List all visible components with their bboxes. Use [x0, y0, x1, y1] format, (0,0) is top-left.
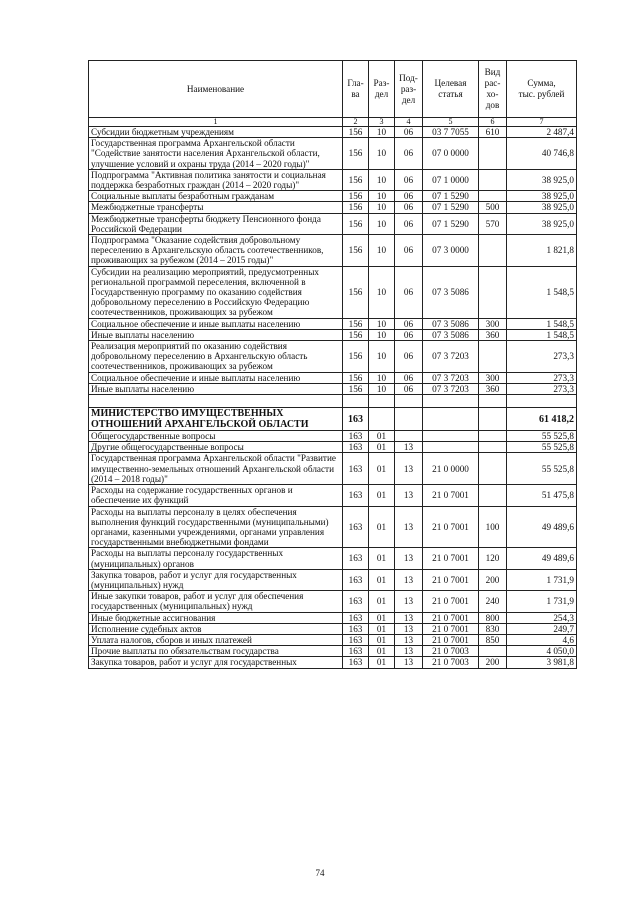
row-amount: 55 525,8: [507, 431, 577, 442]
row-amount: 1 548,5: [507, 329, 577, 340]
row-amount: 38 925,0: [507, 202, 577, 213]
row-razdel: 10: [369, 329, 395, 340]
spacer-row: [89, 395, 577, 408]
row-razdel: 01: [369, 431, 395, 442]
row-amount: 249,7: [507, 623, 577, 634]
row-razdel: 01: [369, 634, 395, 645]
row-name: Иные закупки товаров, работ и услуг для обеспечения государственных (муниципальных) нужд: [89, 591, 343, 612]
table-row: [89, 372, 577, 383]
row-podrazdel: 13: [395, 548, 423, 569]
row-podrazdel: 13: [395, 569, 423, 590]
row-expense-type: 360: [479, 329, 507, 340]
column-number: 3: [369, 118, 395, 127]
row-expense-type: 850: [479, 634, 507, 645]
column-number: 1: [89, 118, 343, 127]
row-glava: 163: [343, 634, 369, 645]
row-name: Субсидии на реализацию мероприятий, предусмотренных региональной программой переселения, включенной в Государственную программу по оказанию содействия добровольному переселению в Российскую Федерацию соотечественников, проживающих за рубежом: [89, 266, 343, 318]
row-expense-type: 610: [479, 127, 507, 138]
row-glava: 156: [343, 235, 369, 267]
row-target: 21 0 7003: [423, 657, 479, 668]
row-name: Другие общегосударственные вопросы: [89, 442, 343, 453]
row-target: 03 7 7055: [423, 127, 479, 138]
row-name: Общегосударственные вопросы: [89, 431, 343, 442]
row-target: 21 0 0000: [423, 453, 479, 485]
table-row: [89, 341, 577, 373]
col-glava-header: Гла- ва: [343, 61, 369, 118]
row-glava: 163: [343, 591, 369, 612]
row-name: Межбюджетные трансферты: [89, 202, 343, 213]
table-row: [89, 127, 577, 138]
table-row: [89, 318, 577, 329]
row-podrazdel: 06: [395, 235, 423, 267]
row-razdel: 01: [369, 657, 395, 668]
row-target: 07 0 0000: [423, 138, 479, 170]
ministry-glava: 163: [343, 408, 369, 431]
column-number: 4: [395, 118, 423, 127]
row-amount: 38 925,0: [507, 213, 577, 234]
row-razdel: 10: [369, 235, 395, 267]
row-expense-type: [479, 485, 507, 506]
row-glava: 156: [343, 138, 369, 170]
row-podrazdel: 13: [395, 612, 423, 623]
row-expense-type: [479, 191, 507, 202]
row-target: 21 0 7001: [423, 485, 479, 506]
row-expense-type: 570: [479, 213, 507, 234]
row-expense-type: 100: [479, 506, 507, 548]
row-podrazdel: 06: [395, 202, 423, 213]
row-target: 07 3 7203: [423, 383, 479, 394]
row-target: 07 3 0000: [423, 235, 479, 267]
table-row: [89, 213, 577, 234]
table-row: [89, 191, 577, 202]
row-amount: 4,6: [507, 634, 577, 645]
row-glava: 163: [343, 548, 369, 569]
row-glava: 156: [343, 191, 369, 202]
row-target: 07 3 5086: [423, 266, 479, 318]
row-glava: 156: [343, 341, 369, 373]
row-glava: 163: [343, 657, 369, 668]
row-name: Расходы на выплаты персоналу государственных (муниципальных) органов: [89, 548, 343, 569]
row-podrazdel: 06: [395, 318, 423, 329]
table-row: [89, 138, 577, 170]
row-glava: 163: [343, 569, 369, 590]
row-podrazdel: 13: [395, 506, 423, 548]
row-amount: 1 731,9: [507, 591, 577, 612]
row-name: Социальное обеспечение и иные выплаты населению: [89, 372, 343, 383]
row-target: [423, 442, 479, 453]
row-name: Государственная программа Архангельской области "Развитие имущественно-земельных отношений Архангельской области (2014 – 2018 годы)": [89, 453, 343, 485]
table-row: [89, 623, 577, 634]
row-amount: 40 746,8: [507, 138, 577, 170]
row-amount: 38 925,0: [507, 191, 577, 202]
row-podrazdel: 13: [395, 646, 423, 657]
row-expense-type: 360: [479, 383, 507, 394]
budget-table: [88, 60, 577, 669]
row-expense-type: [479, 266, 507, 318]
row-glava: 156: [343, 202, 369, 213]
row-amount: 2 487,4: [507, 127, 577, 138]
row-glava: 163: [343, 506, 369, 548]
row-razdel: 10: [369, 318, 395, 329]
row-glava: 163: [343, 623, 369, 634]
row-name: Подпрограмма "Оказание содействия добровольному переселению в Архангельскую область соотечественников, проживающих за рубежом (2014 – 2015 годы)": [89, 235, 343, 267]
row-podrazdel: 13: [395, 657, 423, 668]
table-row: [89, 383, 577, 394]
row-glava: 163: [343, 431, 369, 442]
row-podrazdel: 06: [395, 169, 423, 190]
budget-page: [88, 60, 576, 669]
row-podrazdel: 06: [395, 191, 423, 202]
row-glava: 163: [343, 646, 369, 657]
row-glava: 156: [343, 266, 369, 318]
table-row: [89, 634, 577, 645]
row-razdel: 10: [369, 169, 395, 190]
row-target: 21 0 7003: [423, 646, 479, 657]
row-amount: 1 548,5: [507, 266, 577, 318]
row-target: 07 3 5086: [423, 329, 479, 340]
row-expense-type: [479, 169, 507, 190]
row-amount: 49 489,6: [507, 548, 577, 569]
column-number: 2: [343, 118, 369, 127]
row-glava: 156: [343, 213, 369, 234]
table-row: [89, 442, 577, 453]
row-name: Исполнение судебных актов: [89, 623, 343, 634]
column-number: 5: [423, 118, 479, 127]
row-name: Социальное обеспечение и иные выплаты населению: [89, 318, 343, 329]
row-glava: 163: [343, 485, 369, 506]
table-row: [89, 612, 577, 623]
col-razdel-header: Раз- дел: [369, 61, 395, 118]
row-razdel: 10: [369, 127, 395, 138]
ministry-row: [89, 408, 577, 431]
row-razdel: 10: [369, 213, 395, 234]
row-razdel: 01: [369, 485, 395, 506]
row-name: Субсидии бюджетным учреждениям: [89, 127, 343, 138]
row-amount: 38 925,0: [507, 169, 577, 190]
table-header-row: [89, 61, 577, 118]
row-name: Закупка товаров, работ и услуг для государственных: [89, 657, 343, 668]
row-name: Подпрограмма "Активная политика занятости и социальная поддержка безработных граждан (2014 – 2020 годы)": [89, 169, 343, 190]
row-podrazdel: 13: [395, 591, 423, 612]
row-target: 21 0 7001: [423, 623, 479, 634]
row-target: 21 0 7001: [423, 634, 479, 645]
row-razdel: 01: [369, 453, 395, 485]
row-razdel: 01: [369, 623, 395, 634]
row-expense-type: [479, 341, 507, 373]
row-expense-type: [479, 138, 507, 170]
row-expense-type: 120: [479, 548, 507, 569]
row-podrazdel: 06: [395, 213, 423, 234]
row-expense-type: 800: [479, 612, 507, 623]
column-number: 6: [479, 118, 507, 127]
row-glava: 163: [343, 453, 369, 485]
table-row: [89, 485, 577, 506]
table-section-break: [89, 395, 577, 431]
row-name: Иные выплаты населению: [89, 329, 343, 340]
row-target: 07 1 0000: [423, 169, 479, 190]
table-row: [89, 569, 577, 590]
row-podrazdel: 06: [395, 127, 423, 138]
row-amount: 273,3: [507, 372, 577, 383]
row-name: Межбюджетные трансферты бюджету Пенсионного фонда Российской Федерации: [89, 213, 343, 234]
row-podrazdel: 13: [395, 453, 423, 485]
row-name: Иные выплаты населению: [89, 383, 343, 394]
row-podrazdel: 06: [395, 138, 423, 170]
table-row: [89, 329, 577, 340]
row-target: 21 0 7001: [423, 506, 479, 548]
row-amount: 49 489,6: [507, 506, 577, 548]
row-amount: 1 821,8: [507, 235, 577, 267]
row-amount: 273,3: [507, 341, 577, 373]
row-target: 07 3 7203: [423, 372, 479, 383]
row-razdel: 01: [369, 646, 395, 657]
row-amount: 273,3: [507, 383, 577, 394]
col-target-header: Целевая статья: [423, 61, 479, 118]
row-expense-type: 830: [479, 623, 507, 634]
row-podrazdel: 06: [395, 341, 423, 373]
table-row: [89, 235, 577, 267]
row-razdel: 10: [369, 191, 395, 202]
row-expense-type: 200: [479, 569, 507, 590]
row-glava: 156: [343, 383, 369, 394]
column-number: 7: [507, 118, 577, 127]
row-amount: 1 548,5: [507, 318, 577, 329]
column-number-row: [89, 118, 577, 127]
row-podrazdel: 13: [395, 442, 423, 453]
col-name-header: Наименование: [89, 61, 343, 118]
row-target: 07 3 7203: [423, 341, 479, 373]
row-podrazdel: 06: [395, 372, 423, 383]
row-podrazdel: 13: [395, 485, 423, 506]
row-expense-type: 200: [479, 657, 507, 668]
table-row: [89, 266, 577, 318]
row-podrazdel: 06: [395, 329, 423, 340]
table-row: [89, 169, 577, 190]
page-number: 74: [315, 868, 325, 878]
row-podrazdel: 13: [395, 623, 423, 634]
row-expense-type: 300: [479, 318, 507, 329]
row-target: 21 0 7001: [423, 591, 479, 612]
table-row: [89, 431, 577, 442]
row-glava: 156: [343, 372, 369, 383]
table-row: [89, 657, 577, 668]
row-name: Расходы на содержание государственных органов и обеспечение их функций: [89, 485, 343, 506]
row-razdel: 01: [369, 506, 395, 548]
table-row: [89, 453, 577, 485]
row-target: 21 0 7001: [423, 612, 479, 623]
table-row: [89, 591, 577, 612]
row-target: 07 1 5290: [423, 202, 479, 213]
table-body-156: [89, 127, 577, 395]
col-podrazdel-header: Под- раз- дел: [395, 61, 423, 118]
row-name: Расходы на выплаты персоналу в целях обеспечения выполнения функций государственными (муниципальными) органами, казенными учреждениями, органами управления государственными внебюджетными фондами: [89, 506, 343, 548]
row-target: 07 3 5086: [423, 318, 479, 329]
row-amount: 55 525,8: [507, 453, 577, 485]
row-razdel: 10: [369, 138, 395, 170]
row-amount: 55 525,8: [507, 442, 577, 453]
row-name: Прочие выплаты по обязательствам государства: [89, 646, 343, 657]
row-glava: 163: [343, 442, 369, 453]
row-podrazdel: [395, 431, 423, 442]
row-razdel: 10: [369, 341, 395, 373]
row-podrazdel: 06: [395, 266, 423, 318]
row-target: 21 0 7001: [423, 569, 479, 590]
row-target: [423, 431, 479, 442]
row-amount: 254,3: [507, 612, 577, 623]
row-name: Иные бюджетные ассигнования: [89, 612, 343, 623]
row-name: Реализация мероприятий по оказанию содействия добровольному переселению в Архангельскую область соотечественников, проживающих за рубежом: [89, 341, 343, 373]
row-name: Закупка товаров, работ и услуг для государственных (муниципальных) нужд: [89, 569, 343, 590]
row-target: 07 1 5290: [423, 213, 479, 234]
row-glava: 156: [343, 169, 369, 190]
row-razdel: 01: [369, 612, 395, 623]
row-expense-type: [479, 453, 507, 485]
row-expense-type: [479, 235, 507, 267]
table-row: [89, 548, 577, 569]
ministry-name: МИНИСТЕРСТВО ИМУЩЕСТВЕННЫХ ОТНОШЕНИЙ АРХАНГЕЛЬСКОЙ ОБЛАСТИ: [89, 408, 343, 431]
row-glava: 163: [343, 612, 369, 623]
table-body-163: [89, 431, 577, 668]
row-glava: 156: [343, 127, 369, 138]
row-name: Государственная программа Архангельской области "Содействие занятости населения Архангельской области, улучшение условий и охраны труда (2014 – 2020 годы)": [89, 138, 343, 170]
row-amount: 51 475,8: [507, 485, 577, 506]
col-amount-header: Сумма, тыс. рублей: [507, 61, 577, 118]
row-expense-type: 300: [479, 372, 507, 383]
row-expense-type: 500: [479, 202, 507, 213]
table-row: [89, 646, 577, 657]
row-name: Социальные выплаты безработным гражданам: [89, 191, 343, 202]
row-expense-type: [479, 646, 507, 657]
ministry-amount: 61 418,2: [507, 408, 577, 431]
row-expense-type: [479, 442, 507, 453]
row-razdel: 10: [369, 383, 395, 394]
row-amount: 4 050,0: [507, 646, 577, 657]
row-razdel: 01: [369, 548, 395, 569]
row-amount: 1 731,9: [507, 569, 577, 590]
row-amount: 3 981,8: [507, 657, 577, 668]
table-row: [89, 202, 577, 213]
row-glava: 156: [343, 329, 369, 340]
row-target: 21 0 7001: [423, 548, 479, 569]
row-razdel: 10: [369, 266, 395, 318]
row-razdel: 01: [369, 569, 395, 590]
row-razdel: 10: [369, 202, 395, 213]
row-razdel: 01: [369, 591, 395, 612]
row-razdel: 01: [369, 442, 395, 453]
row-glava: 156: [343, 318, 369, 329]
table-row: [89, 506, 577, 548]
row-podrazdel: 06: [395, 383, 423, 394]
row-name: Уплата налогов, сборов и иных платежей: [89, 634, 343, 645]
row-podrazdel: 13: [395, 634, 423, 645]
row-razdel: 10: [369, 372, 395, 383]
row-target: 07 1 5290: [423, 191, 479, 202]
row-expense-type: 240: [479, 591, 507, 612]
col-expense-type-header: Вид рас- хо- дов: [479, 61, 507, 118]
row-expense-type: [479, 431, 507, 442]
